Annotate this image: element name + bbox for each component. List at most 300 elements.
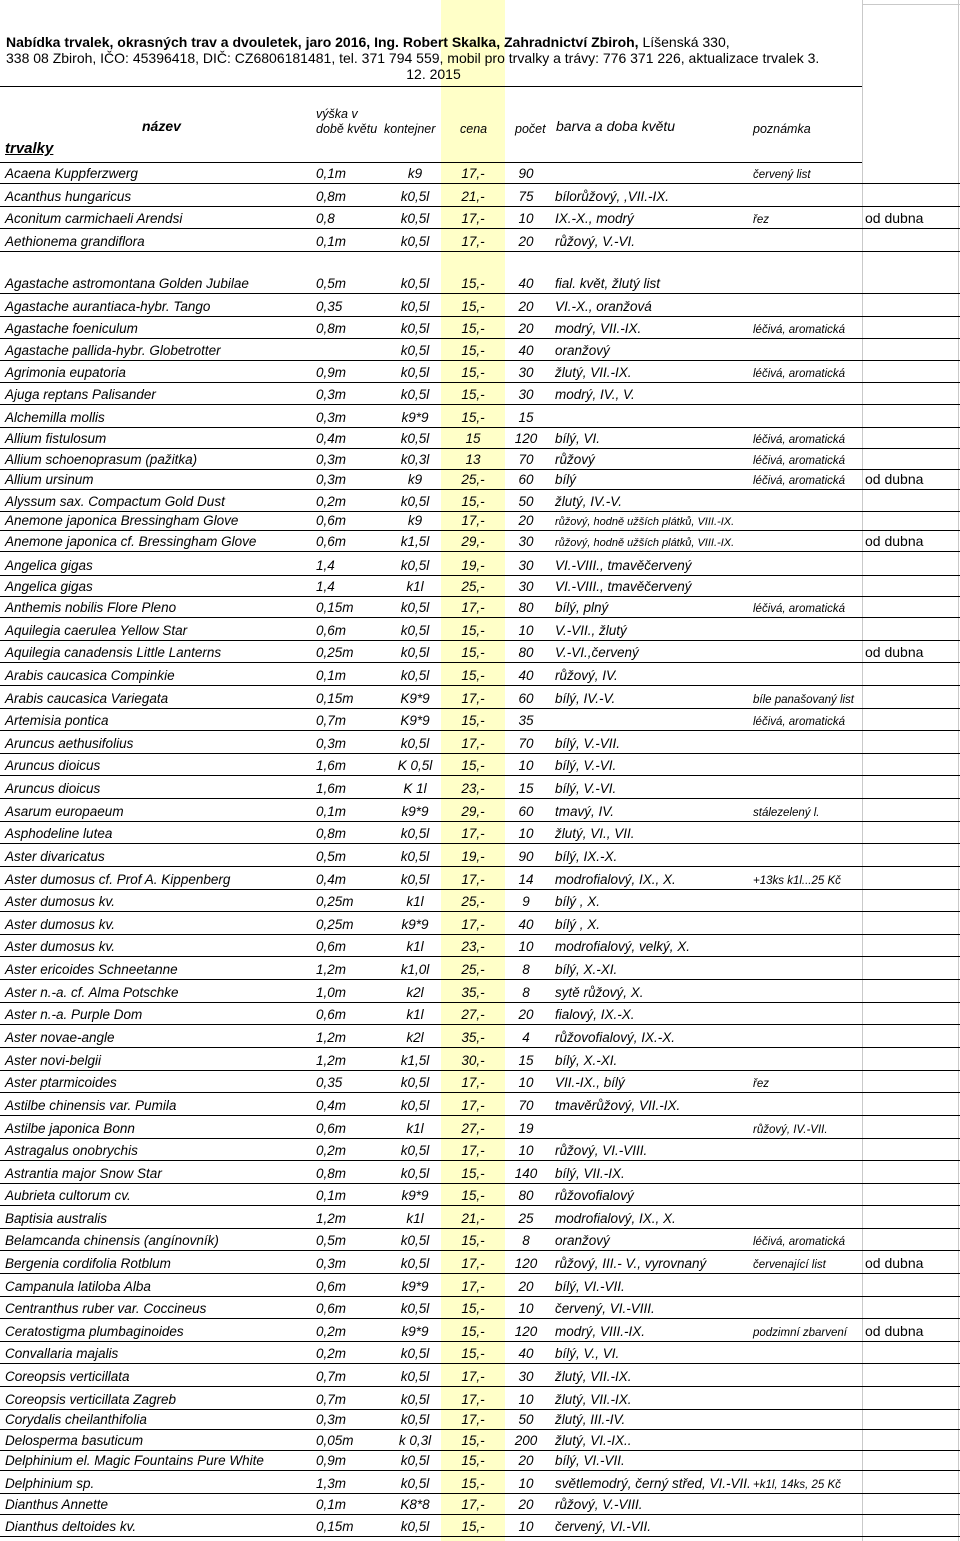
cell-h: 0,3m [316,410,347,425]
cell-k: K9*9 [400,713,430,728]
table-row [0,1163,960,1184]
cell-q: 20 [518,1453,534,1468]
cell-q: 4 [522,1030,530,1045]
cell-p: 15,- [461,1476,485,1491]
cell-h: 0,25m [316,917,354,932]
cell-h: 0,6m [316,1301,347,1316]
table-row [0,531,960,552]
cell-k: k0,5l [400,299,430,314]
cell-k: k0,5l [400,234,430,249]
cell-h: 0,8m [316,321,347,336]
cell-name: Aethionema grandiflora [5,234,145,249]
cell-q: 15 [518,781,534,796]
cell-name: Dianthus deltoides kv. [5,1519,137,1534]
cell-c: modrý, IV., V. [555,387,635,402]
cell-name: Angelica gigas [5,579,93,594]
cell-h: 0,1m [316,668,347,683]
cell-name: Astragalus onobrychis [5,1143,138,1158]
cell-q: 20 [518,513,534,528]
cell-k: k0,5l [400,1519,430,1534]
cell-k: k1l [406,1211,424,1226]
cell-name: Ceratostigma plumbaginoides [5,1324,184,1339]
page-title [6,34,861,82]
cell-c: červený, VI.-VIII. [555,1301,655,1316]
cell-c: růžový, hodně užších plátků, VIII.-IX. [555,516,735,528]
cell-k: k0,5l [400,1098,430,1113]
cell-p: 17,- [461,211,485,226]
cell-q: 30 [518,534,534,549]
cell-h: 1,6m [316,758,347,773]
cell-h: 1,0m [316,985,347,1000]
cell-h: 0,6m [316,1007,347,1022]
cell-k: k0,5l [400,1369,430,1384]
cell-c: bílý, V.-VI. [555,758,617,773]
cell-c: VI.-VIII., tmavěčervený [555,579,692,594]
cell-c: modrofialový, velký, X. [555,939,691,954]
cell-h: 0,5m [316,1233,347,1248]
cell-name: Alyssum sax. Compactum Gold Dust [5,494,225,509]
table-row [0,1230,960,1251]
cell-c: bílý [555,472,577,487]
cell-name: Centranthus ruber var. Coccineus [5,1301,207,1316]
cell-c: fial. květ, žlutý list [555,276,661,291]
cell-p: 15,- [461,299,485,314]
cell-h: 0,5m [316,276,347,291]
table-row [0,801,960,822]
cell-q: 40 [518,1346,534,1361]
title-address: Líšenská 330, [638,34,730,50]
table-row [0,1321,960,1342]
cell-p: 17,- [461,1497,485,1512]
cell-x: od dubna [865,1255,924,1271]
cell-c: žlutý, IV.-V. [555,494,623,509]
cell-c: bílý , X. [555,917,601,932]
cell-h: 0,6m [316,513,347,528]
cell-name: Coreopsis verticillata Zagreb [5,1392,177,1407]
cell-name: Delphinium el. Magic Fountains Pure White [5,1453,264,1468]
cell-h: 1,4 [316,579,335,594]
grid-line [862,4,960,5]
cell-q: 90 [518,166,534,181]
cell-q: 140 [514,1166,538,1181]
cell-name: Campanula latiloba Alba [5,1279,151,1294]
cell-k: k0,5l [400,1166,430,1181]
cell-k: k0,3l [400,452,430,467]
cell-c: světlemodrý, černý střed, VI.-VII. [555,1476,751,1491]
table-row [0,296,960,317]
table-row [0,846,960,867]
cell-p: 15,- [461,1233,485,1248]
cell-p: 17,- [461,872,485,887]
table-row [0,555,960,576]
cell-h: 0,2m [316,494,347,509]
cell-q: 120 [514,1256,538,1271]
cell-q: 25 [518,1211,534,1226]
table-row [0,1298,960,1319]
cell-k: K 1l [403,781,427,796]
cell-x: od dubna [865,1323,924,1339]
cell-c: žlutý, III.-IV. [555,1412,626,1427]
cell-h: 0,3m [316,472,347,487]
cell-name: Delphinium sp. [5,1476,95,1491]
cell-n: léčivá, aromatická [753,1236,846,1248]
cell-name: Agastache foeniculum [5,321,138,336]
header-cena: cena [460,122,488,136]
cell-p: 17,- [461,1098,485,1113]
cell-p: 15,- [461,1346,485,1361]
cell-name: Aster dumosus kv. [5,917,116,932]
cell-name: Acaena Kuppferzwerg [5,166,138,181]
cell-q: 15 [518,1053,534,1068]
cell-h: 0,1m [316,1497,347,1512]
cell-name: Acanthus hungaricus [5,189,132,204]
cell-p: 15,- [461,1433,485,1448]
cell-h: 0,9m [316,1453,347,1468]
cell-h: 0,15m [316,691,354,706]
cell-p: 15,- [461,1453,485,1468]
cell-p: 27,- [461,1121,485,1136]
cell-h: 0,6m [316,1279,347,1294]
cell-q: 20 [518,1497,534,1512]
cell-h: 0,1m [316,166,347,181]
cell-q: 10 [518,211,534,226]
cell-c: bílý, X.-XI. [555,1053,618,1068]
cell-c: VII.-IX., bílý [555,1075,625,1090]
cell-h: 1,2m [316,962,347,977]
cell-k: k 0,3l [398,1433,432,1448]
table-row [0,755,960,776]
cell-n: stálezelený l. [753,807,820,819]
cell-q: 50 [518,494,534,509]
table-row [0,1185,960,1206]
cell-p: 15,- [461,758,485,773]
cell-c: tmavý, IV. [555,804,615,819]
cell-k: k1,5l [400,534,430,549]
cell-n: řez [753,214,769,226]
table-row [0,1118,960,1139]
cell-p: 17,- [461,600,485,615]
cell-k: k9 [407,513,423,528]
cell-q: 15 [518,410,534,425]
cell-h: 1,4 [316,558,335,573]
cell-p: 17,- [461,736,485,751]
cell-k: k0,5l [400,321,430,336]
cell-c: modrofialový, IX., X. [555,1211,676,1226]
cell-h: 1,6m [316,781,347,796]
table-header [0,86,862,163]
table-row [0,733,960,754]
cell-q: 80 [518,645,534,660]
cell-q: 60 [518,804,534,819]
cell-c: V.-VII., žlutý [555,623,627,638]
cell-q: 10 [518,1519,534,1534]
cell-k: k0,5l [400,365,430,380]
cell-c: bílý, IX.-X. [555,849,618,864]
table-row [0,163,960,184]
cell-p: 30,- [461,1053,485,1068]
cell-k: k1l [406,579,424,594]
header-vyska-2: době květu [316,122,378,136]
cell-n: červený list [753,169,811,181]
cell-q: 80 [518,1188,534,1203]
cell-k: k9*9 [401,1324,429,1339]
cell-name: Aruncus dioicus [5,758,101,773]
cell-name: Aruncus dioicus [5,781,101,796]
cell-k: k0,5l [400,1412,430,1427]
cell-p: 35,- [461,985,485,1000]
cell-k: k0,5l [400,1453,430,1468]
cell-c: modrofialový, IX., X. [555,872,676,887]
cell-name: Aquilegia canadensis Little Lanterns [5,645,222,660]
cell-k: K8*8 [400,1497,430,1512]
cell-p: 15,- [461,494,485,509]
cell-k: k9*9 [401,410,429,425]
cell-c: tmavěrůžový, VII.-IX. [555,1098,681,1113]
table-row [0,1004,960,1025]
cell-h: 0,1m [316,234,347,249]
cell-q: 9 [522,894,530,909]
table-row [0,1027,960,1048]
header-barva: barva a doba květu [556,118,676,134]
cell-h: 0,05m [316,1433,354,1448]
cell-q: 30 [518,1369,534,1384]
cell-k: k0,5l [400,387,430,402]
cell-name: Aster novae-angle [5,1030,115,1045]
cell-h: 0,4m [316,872,347,887]
table-row [0,273,960,294]
table-row [0,510,960,531]
cell-n: léčivá, aromatická [753,368,846,380]
cell-c: VI.-VIII., tmavěčervený [555,558,692,573]
cell-q: 80 [518,600,534,615]
cell-name: Aster dumosus kv. [5,939,116,954]
cell-p: 15,- [461,410,485,425]
cell-k: k1,5l [400,1053,430,1068]
cell-c: bílý, V.-VII. [555,736,621,751]
table-row [0,1389,960,1410]
cell-q: 10 [518,1476,534,1491]
cell-h: 0,3m [316,1412,347,1427]
table-row [0,823,960,844]
cell-k: k0,5l [400,736,430,751]
cell-n: léčivá, aromatická [753,324,846,336]
cell-name: Arabis caucasica Variegata [5,691,169,706]
cell-c: růžový, hodně užších plátků, VIII.-IX. [555,537,735,549]
cell-p: 17,- [461,826,485,841]
title-line-3: 12. 2015 [406,66,461,82]
table-row [0,688,960,709]
cell-k: k0,5l [400,1256,430,1271]
cell-name: Agastache aurantiaca-hybr. Tango [5,299,211,314]
table-row [0,1095,960,1116]
header-nazev: název [142,118,181,134]
cell-p: 15,- [461,321,485,336]
cell-h: 0,6m [316,1121,347,1136]
cell-c: modrý, VIII.-IX. [555,1324,646,1339]
cell-q: 35 [518,713,534,728]
cell-q: 60 [518,472,534,487]
cell-k: k9*9 [401,1188,429,1203]
table-row [0,449,960,470]
cell-p: 15 [465,431,481,446]
cell-h: 0,6m [316,534,347,549]
cell-q: 120 [514,431,538,446]
cell-name: Aster dumosus kv. [5,894,116,909]
cell-x: od dubna [865,533,924,549]
cell-k: k0,5l [400,1143,430,1158]
cell-k: k0,5l [400,211,430,226]
cell-h: 0,7m [316,1392,347,1407]
cell-k: k0,5l [400,558,430,573]
cell-h: 1,2m [316,1211,347,1226]
cell-k: k0,5l [400,1346,430,1361]
cell-c: sytě růžový, X. [555,985,644,1000]
cell-n: léčivá, aromatická [753,434,846,446]
cell-p: 15,- [461,1324,485,1339]
cell-x: od dubna [865,644,924,660]
cell-c: růžový [555,452,595,467]
header-pocet: počet [515,122,546,136]
cell-c: růžový, III.- V., vyrovnaný [555,1256,707,1271]
table-row [0,869,960,890]
cell-h: 0,6m [316,939,347,954]
cell-x: od dubna [865,471,924,487]
cell-name: Aquilegia caerulea Yellow Star [5,623,188,638]
cell-k: k1l [406,939,424,954]
cell-c: bílý, plný [555,600,609,615]
cell-h: 0,9m [316,365,347,380]
cell-c: červený, VI.-VII. [555,1519,652,1534]
cell-c: IX.-X., modrý [555,211,634,226]
cell-c: žlutý, VII.-IX. [555,1369,632,1384]
cell-h: 0,15m [316,1519,354,1534]
table-row [0,1366,960,1387]
cell-q: 8 [522,1233,530,1248]
cell-q: 10 [518,826,534,841]
cell-p: 17,- [461,166,485,181]
table-row [0,597,960,618]
cell-h: 0,35 [316,299,343,314]
cell-p: 15,- [461,623,485,638]
cell-p: 17,- [461,917,485,932]
cell-h: 1,3m [316,1476,347,1491]
cell-c: bílý, VI. [555,431,601,446]
cell-c: růžový, VI.-VIII. [555,1143,648,1158]
cell-q: 40 [518,917,534,932]
cell-k: K 0,5l [397,758,433,773]
table-row [0,642,960,663]
cell-k: k0,5l [400,826,430,841]
table-row [0,959,960,980]
cell-q: 70 [518,736,534,751]
cell-h: 0,2m [316,1346,347,1361]
cell-k: k9*9 [401,804,429,819]
cell-n: léčivá, aromatická [753,603,846,615]
table-row [0,491,960,512]
table-row [0,576,960,597]
table-row [0,1276,960,1297]
cell-p: 25,- [461,894,485,909]
cell-k: k0,5l [400,849,430,864]
cell-q: 20 [518,299,534,314]
table-row [0,1140,960,1161]
cell-p: 29,- [461,804,485,819]
cell-q: 40 [518,343,534,358]
cell-n: řez [753,1078,769,1090]
cell-k: k0,5l [400,1392,430,1407]
cell-c: V.-VI.,červený [555,645,639,660]
cell-name: Agastache pallida-hybr. Globetrotter [5,343,221,358]
cell-n: růžový, IV.-VII. [753,1124,828,1136]
cell-name: Aster novi-belgii [5,1053,102,1068]
cell-p: 25,- [461,472,485,487]
cell-name: Aconitum carmichaeli Arendsi [5,211,183,226]
cell-c: bílý, VI.-VII. [555,1453,625,1468]
cell-k: k0,5l [400,645,430,660]
cell-q: 19 [518,1121,534,1136]
cell-name: Aubrieta cultorum cv. [5,1188,131,1203]
cell-name: Anemone japonica Bressingham Glove [5,513,239,528]
cell-name: Baptisia australis [5,1211,108,1226]
cell-p: 17,- [461,1412,485,1427]
cell-name: Asarum europaeum [5,804,124,819]
cell-name: Aster dumosus cf. Prof A. Kippenberg [5,872,231,887]
cell-name: Delosperma basuticum [5,1433,144,1448]
cell-c: oranžový [555,1233,610,1248]
cell-c: bílý, VII.-IX. [555,1166,625,1181]
cell-q: 10 [518,1301,534,1316]
cell-h: 0,3m [316,452,347,467]
cell-p: 15,- [461,276,485,291]
cell-q: 75 [518,189,534,204]
cell-q: 10 [518,758,534,773]
cell-n: podzimní zbarvení [753,1327,847,1339]
table-row [0,1253,960,1274]
cell-p: 29,- [461,534,485,549]
cell-c: žlutý, VI.-IX.. [555,1433,632,1448]
cell-p: 15,- [461,1188,485,1203]
cell-k: k9*9 [401,1279,429,1294]
cell-c: bílý, V.-VI. [555,781,617,796]
cell-h: 0,1m [316,1188,347,1203]
table-row [0,186,960,207]
cell-k: k1l [406,1121,424,1136]
cell-q: 10 [518,1143,534,1158]
cell-p: 21,- [461,189,485,204]
cell-name: Dianthus Annette [5,1497,109,1512]
table-row [0,936,960,957]
cell-k: k0,5l [400,1301,430,1316]
cell-c: bílorůžový, ,VII.-IX. [555,189,670,204]
cell-name: Astrantia major Snow Star [5,1166,162,1181]
cell-c: oranžový [555,343,610,358]
cell-c: bílý, IV.-V. [555,691,616,706]
cell-h: 1,2m [316,1053,347,1068]
cell-h: 0,25m [316,894,354,909]
cell-n: +k1l, 14ks, 25 Kč [753,1479,841,1491]
cell-h: 0,4m [316,1098,347,1113]
cell-p: 25,- [461,962,485,977]
table-row [0,362,960,383]
cell-c: žlutý, VII.-IX. [555,1392,632,1407]
cell-name: Asphodeline lutea [5,826,113,841]
cell-p: 15,- [461,1519,485,1534]
cell-q: 10 [518,1075,534,1090]
cell-n: +13ks k1l...25 Kč [753,875,841,887]
cell-q: 30 [518,365,534,380]
cell-k: K9*9 [400,691,430,706]
table-row [0,914,960,935]
